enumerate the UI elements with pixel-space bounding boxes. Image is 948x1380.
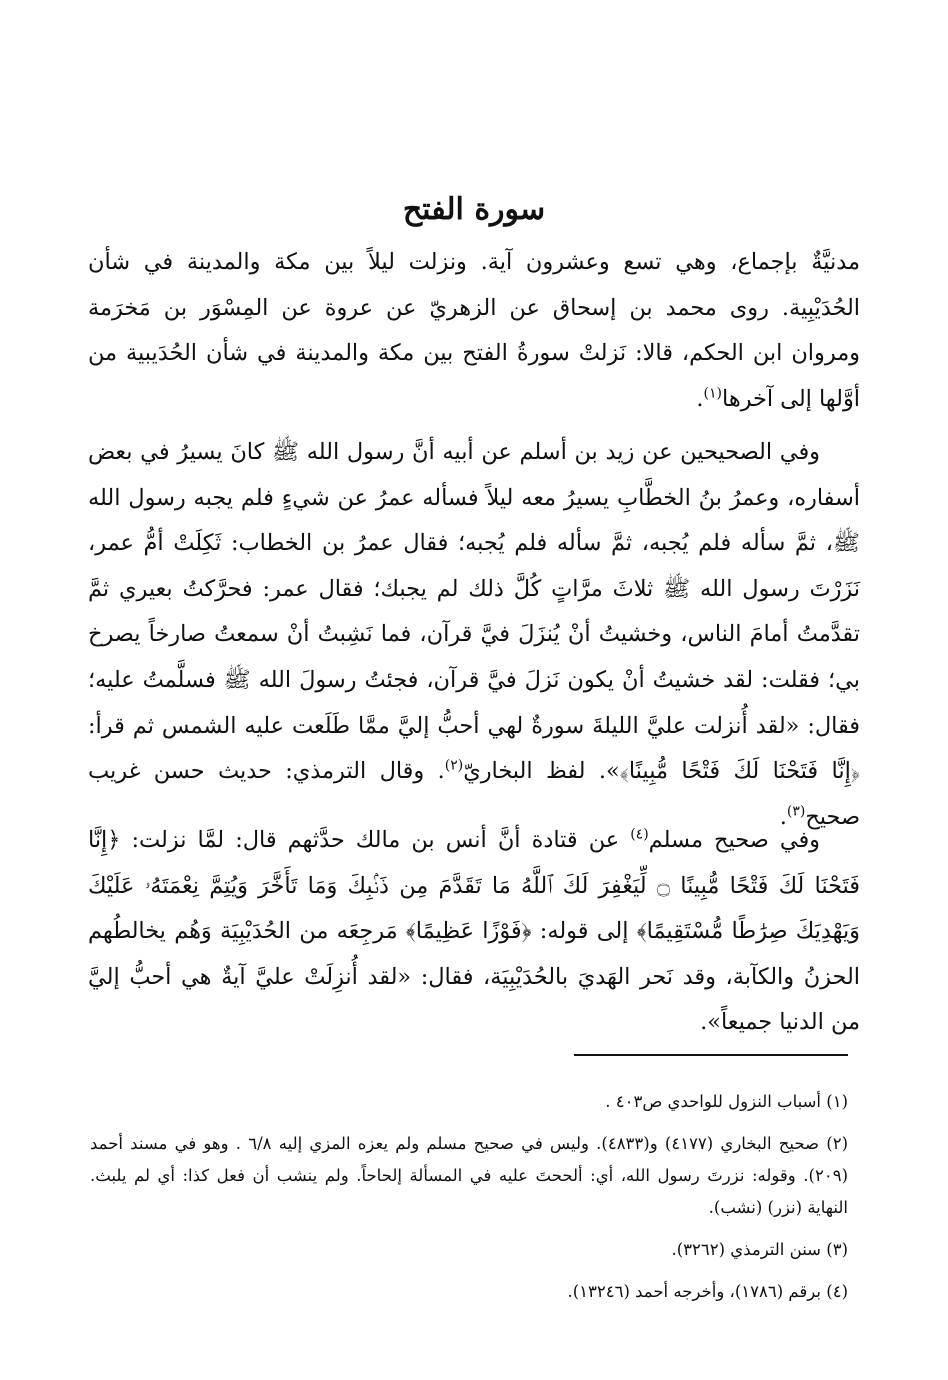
paragraph-text: وفي صحيح مسلم [648,827,820,853]
footnote-4: (٤) برقم (١٧٨٦)، وأخرجه أحمد (١٣٢٤٦). [567,1282,848,1301]
paragraph-text: مدنيَّةٌ بإجماع، وهي تسع وعشرون آية. ونزلت ليلاً بين مكة والمدينة في شأن الحُدَيْبِية. روى محمد بن إسحاق عن الزهريّ عن عروة عن المِسْوَر بن مَخرَمة ومروان ابن الحكم، قالا: نَزلتْ سورةُ الفتح بين مكة والمدينة في شأن الحُدَيبية من أوَّلها إلى آخرها [88,249,860,412]
footnote-3: (٣) سنن الترمذي (٣٢٦٢). [671,1240,848,1259]
body-text [88,240,860,1046]
footnote-2: (٢) صحيح البخاري (٤١٧٧) و(٤٨٣٣). وليس في صحيح مسلم ولم يعزه المزي إليه ٦/٨ . وهو في مسند أحمد (٢٠٩). وقوله: نزرتَ رسول الله، أي: ألححتَ عليه في المسألة إلحاحاً. ولم ينشب أن فعل كذا: أي لم يلبث. النهاية (نزر) (نشب). [90,1134,848,1217]
footnote-marker: (٣) [786,803,806,820]
paragraph-text: . [696,385,704,412]
paragraph-intro [88,240,860,424]
paragraph-text: عن قتادة أنَّ أنس بن مالك حدَّثهم قال: لمَّا نزلت: ﴿إِنَّا فَتَحْنَا لَكَ فَتْحًا مُّبِينًا ۝ لِّيَغْفِرَ لَكَ ٱللَّهُ مَا تَقَدَّمَ مِن ذَنۢبِكَ وَمَا تَأَخَّرَ وَيُتِمَّ نِعْمَتَهُۥ عَلَيْكَ وَيَهْدِيَكَ صِرَٰطًا مُّسْتَقِيمًا﴾ إلى قوله: ﴿فَوْزًا عَظِيمًا﴾ مَرجِعَه من الحُدَيْبِيَة وَهُم يخالطُهم الحزنُ والكآبة، وقد نَحر الهَديَ بالحُدَيْبِيَة، فقال: «لقد أُنزِلَتْ عليَّ آيةٌ هي أحبُّ إليَّ من الدنيا جميعاً». [88,827,860,1036]
paragraph-text: وفي الصحيحين عن زيد بن أسلم عن أبيه أنَّ رسول الله ﷺ كانَ يسيرُ في بعض أسفاره، وعمرُ بنُ الخطَّابِ يسيرُ معه ليلاً فسأله عمرُ عن شيءٍ فلم يجبه رسول الله ﷺ، ثمَّ سأله فلم يُجبه، ثمَّ سأله فلم يُجبه؛ فقال عمرُ بن الخطاب: ثَكِلَتْ أمُّ عمر، نَزَرْتَ رسول الله ﷺ ثلاثَ مرَّاتٍ كُلَّ ذلك لم يجبك؛ فقال عمر: فحرَّكتُ بعيري ثمَّ تقدَّمتُ أمامَ الناس، وخشيتُ أنْ يُنزَلَ فيَّ قرآن، فما نَشِبتُ أنْ سمعتُ صارخاً يصرخ بي؛ فقلت: لقد خشيتُ أنْ يكون نَزلَ فيَّ قرآن، فجئتُ رسولَ الله ﷺ فسلَّمتُ عليه؛ فقال: «لقد أُنزلت عليَّ الليلةَ سورةٌ لهي أحبُّ إليَّ ممَّا طَلَعت عليه الشمس ثم قرأ: ﴿إِنَّا فَتَحْنَا لَكَ فَتْحًا مُّبِينًا﴾». لفظ البخاريّ [88,439,860,785]
surah-title: سورة الفتح [402,192,546,227]
paragraph-text: . [779,803,787,830]
footnote-marker: (٤) [630,826,649,843]
paragraph-hadith-sahihain [88,430,860,830]
paragraph-text: . وقال الترمذي: حديث حسن غريب صحيح [88,758,860,830]
footnote-marker: (١) [703,385,722,402]
footnotes [90,1086,848,1318]
footnote-marker: (٢) [444,757,464,774]
footnote-divider [574,1054,848,1056]
paragraph-hadith-muslim [88,818,860,1046]
footnote-1: (١) أسباب النزول للواحدي ص٤٠٣ . [605,1092,848,1111]
